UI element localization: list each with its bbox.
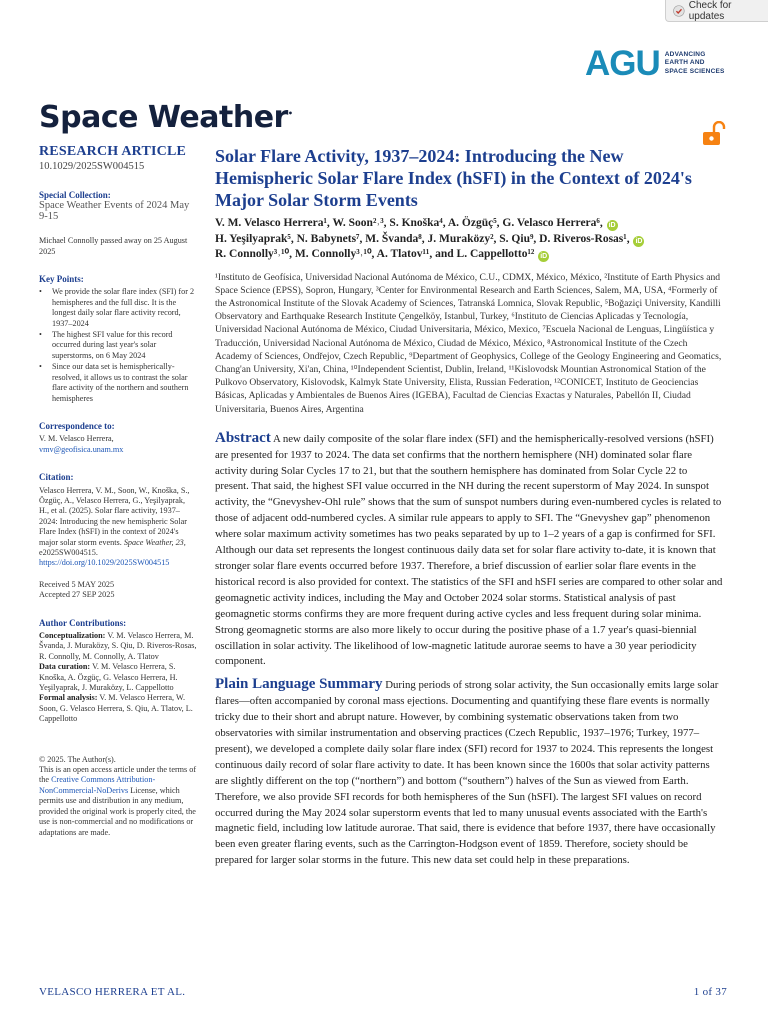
agu-logo-mark: AGU <box>585 44 660 83</box>
article-title: Solar Flare Activity, 1937–2024: Introducing the New Hemispheric Solar Flare Index (hSFI) in the Context of 2024's Major Solar Storm Events <box>215 146 692 210</box>
author-line: H. Yeşilyaprak⁵, N. Babynets⁷, M. Švanda⁸, J. Muraközy², S. Qiu⁹, D. Riveros-Rosas¹, iD <box>215 232 643 245</box>
page-footer <box>39 986 727 998</box>
author-contributions <box>39 631 197 725</box>
page-number: 1 of 37 <box>693 986 727 998</box>
key-points-heading: Key Points: <box>39 274 84 285</box>
memorial-note: Michael Connolly passed away on 25 August 2025 <box>39 236 188 256</box>
check-updates-label: Check for updates <box>688 0 732 22</box>
citation-doi-link[interactable]: https://doi.org/10.1029/2025SW004515 <box>39 558 170 568</box>
special-collection-heading: Special Collection: <box>39 189 111 200</box>
key-point: • We provide the solar flare index (SFI) for 2 hemispheres and the full disc. It is the longest daily solar flare activity record, 1937–2024 <box>39 287 197 329</box>
key-point: • Since our data set is hemispherically-resolved, it allows us to contrast the solar flare activity of the northern and southern hemispheres <box>39 362 197 404</box>
plain-language-summary-text: During periods of strong solar activity, the Sun occasionally emits large solar flares—often accompanied by coronal mass ejections. Documenting and quantifying these flare events is normally tricky due to their short and abrupt nature. However, by combining systematic observations taken from two observatories with similar instrumentation and observing practices (Czech Republic, 1937–1976; Turkey, 1977–present), we developed a complete daily solar flare index (SFI) record for 1937 to 2024. This represents the longest continuous daily record of solar flare activity to date. It has been known since the 1600s that solar activity patterns are slightly different on the top (“northern”) and bottom (“southern”) halves of the Sun as viewed from Earth. Therefore, we also provide SFI records for both hemispheres of the Sun (hSFI). The largest SFI values on record occurred during the May 2024 solar superstorm events that led to many unusual events associated with the Earth's magnetic field, including low latitude aurorae. That said, there is evidence that before 1937, there have occasionally been even greater flaring events, such as the Carrington-Hodgson event of 1859. Therefore, society should be prepared for larger solar storms in the future. This new data set could help in these preparations. <box>215 679 719 867</box>
citation-heading: Citation: <box>39 472 74 483</box>
agu-tagline: ADVANCING EARTH AND SPACE SCIENCES <box>664 50 725 75</box>
author-contributions-heading: Author Contributions: <box>39 617 127 628</box>
correspondence-name: V. M. Velasco Herrera, <box>39 434 114 444</box>
citation-text: Velasco Herrera, V. M., Soon, W., Knoška, S., Özgüç, A., Velasco Herrera, G., Yeşilyaprak, H., et al. (2025). Solar flare activity, 1937–2024: Introducing the new hemispheric Solar Flare Index (hSFI) in the context of 2024's major solar storm events. Space Weather, 23, e2025SW004515. https://doi.org/10.1029/2025SW004515 <box>39 485 190 568</box>
license-link[interactable]: Creative Commons Attribution-NonCommercial-NoDerivs <box>39 775 156 795</box>
contribution-entry: Conceptualization: V. M. Velasco Herrera, M. Švanda, J. Muraközy, S. Qiu, D. Riveros-Rosas, R. Connolly, M. Connolly, A. Tlatov <box>39 631 197 661</box>
agu-logo <box>585 46 725 81</box>
orcid-icon[interactable]: iD <box>540 253 548 260</box>
check-for-updates-button[interactable] <box>665 0 768 22</box>
accepted-date: Accepted 27 SEP 2025 <box>39 590 115 600</box>
key-point: • The highest SFI value for this record occurred during last year's solar superstorms, on 6 May 2024 <box>39 330 197 361</box>
author-list <box>215 216 723 263</box>
plain-language-summary-section <box>215 677 723 869</box>
abstract-heading: Abstract <box>215 429 271 446</box>
open-access-lock-icon <box>700 121 730 147</box>
author-line: R. Connolly³˒¹⁰, M. Connolly³˒¹⁰, A. Tlatov¹¹, and L. Cappellotto¹² iD <box>215 248 548 260</box>
correspondence-heading: Correspondence to: <box>39 420 115 431</box>
article-doi: 10.1029/2025SW004515 <box>39 161 145 173</box>
affiliations: ¹Instituto de Geofísica, Universidad Nacional Autónoma de México, C.U., CDMX, México, México, ²Institute of Earth Physics and Space Science (EPSS), Sopron, Hungary, ³Center for Environmental Research and Earth Sciences, Salem, MA, USA, ⁴Formerly of the Astronomical Institute of the Slovak Academy of Sciences, Tatranská Lomnica, Slovak Republic, ⁵Boğaziçi University, Kandilli Observatory and Earthquake Research Institute Çengelköy, Istanbul, Turkey, ⁶Instituto de Ciencias Aplicadas y Tecnología, Universidad Nacional Autónoma de México, Ciudad Universitaria, México, Mexico, ⁷Escuela Nacional de Lenguas, Lingüística y Traducción, Universidad Nacional Autónoma de México, Ciudad de México, México, ⁸Astronomical Institute of the Czech Academy of Sciences, Ondřejov, Czech Republic, ⁹Department of Geophysics, College of the Geology Engineering and Geomatics, Chang'an University, Xi'an, China, ¹⁰Independent Scientist, Dublin, Ireland, ¹¹Kislovodsk Mountian Astronomical Station of the Pulkovo Observatory, Kislovodsk, Kalmyk State University, Elista, Russian Federation, ¹²CONICET, Instituto de Geociencias Básicas, Aplicadas y Ambientales de Buenos Aires (IGEBA), Facultad de Ciencias Exactas y Naturales, Pabellón II, Ciudad Universitaria, Buenos Aires, Argentina <box>215 271 722 415</box>
plain-language-summary-heading: Plain Language Summary <box>215 676 383 693</box>
abstract-section <box>215 431 723 671</box>
received-date: Received 5 MAY 2025 <box>39 579 115 589</box>
license-block: © 2025. The Author(s). This is an open access article under the terms of the Creative Commons Attribution-NonCommercial-NoDerivs License, which permits use and distribution in any medium, provided the original work is properly cited, the use is non-commercial and no modifications or adaptations are made. <box>39 754 197 837</box>
author-line: V. M. Velasco Herrera¹, W. Soon²˒³, S. Knoška⁴, A. Özgüç⁵, G. Velasco Herrera⁶, iD <box>215 217 616 229</box>
article-type: RESEARCH ARTICLE <box>39 144 187 159</box>
footer-authors: VELASCO HERRERA ET AL. <box>39 986 186 998</box>
abstract-text: A new daily composite of the solar flare index (SFI) and the hemispherically-resolved versions (hSFI) are presented for 1937 to 2024. The data set confirms that the northern hemisphere (NH) dominated solar flare activity during Solar Cycles 17 to 21, but that the southern hemisphere has dominated from Solar Cycle 22 to present. That said, the highest SFI value occurred in the NH during the recent superstorm of May 2024. In sunspot activity, the “Gnevyshev-Ohl rule” shows that the sum of sunspot numbers during even-numbered cycles is related to those of adjacent odd-numbered cycles. A similar rule appears to apply to SFI. The “Gnevyshev gap” phenomenon where solar maximum activity sometimes has two peaks separated by up to 1–2 years of a gap is confirmed for SFI. Although our data set represents the longest continuous daily data set for solar flare activity to-date, it is known that stronger solar flare events occurred before 1937. Therefore, a brief discussion of earlier solar flare events in the historical record is also provided for context. The statistics of the SFI and hSFI series are compared to other solar and geomagnetic activity indices, including the May and October 2024 solar storms. Statistical analysis of past geomagnetic storms confirms they are more frequent during active cycles and less frequent during solar minima. Strong geomagnetic storms are also more likely to occur during the positive phase of a 1.7 year's quasi-biennial oscillation in solar activity. The likelihood of low-magnetic latitude aurorae seems to have a 30 year periodicity component. <box>215 432 723 668</box>
correspondence-email-link[interactable]: vmv@geofisica.unam.mx <box>39 444 124 454</box>
orcid-icon[interactable]: iD <box>608 222 616 229</box>
article-main <box>215 145 723 869</box>
check-updates-icon <box>673 5 685 17</box>
left-sidebar <box>39 144 197 838</box>
contribution-entry: Data curation: V. M. Velasco Herrera, S. Knoška, A. Özgüç, G. Velasco Herrera, H. Yeşilyaprak, J. Muraközy, L. Cappellotto <box>39 662 178 693</box>
key-points-list <box>39 287 197 403</box>
orcid-icon[interactable]: iD <box>635 237 643 245</box>
journal-title: Space Weather• <box>39 100 293 135</box>
contribution-entry: Formal analysis: V. M. Velasco Herrera, W. Soon, G. Velasco Herrera, S. Qiu, A. Tlatov, L. Cappellotto <box>39 693 193 724</box>
special-collection-name: Space Weather Events of 2024 May 9-15 <box>39 200 190 223</box>
